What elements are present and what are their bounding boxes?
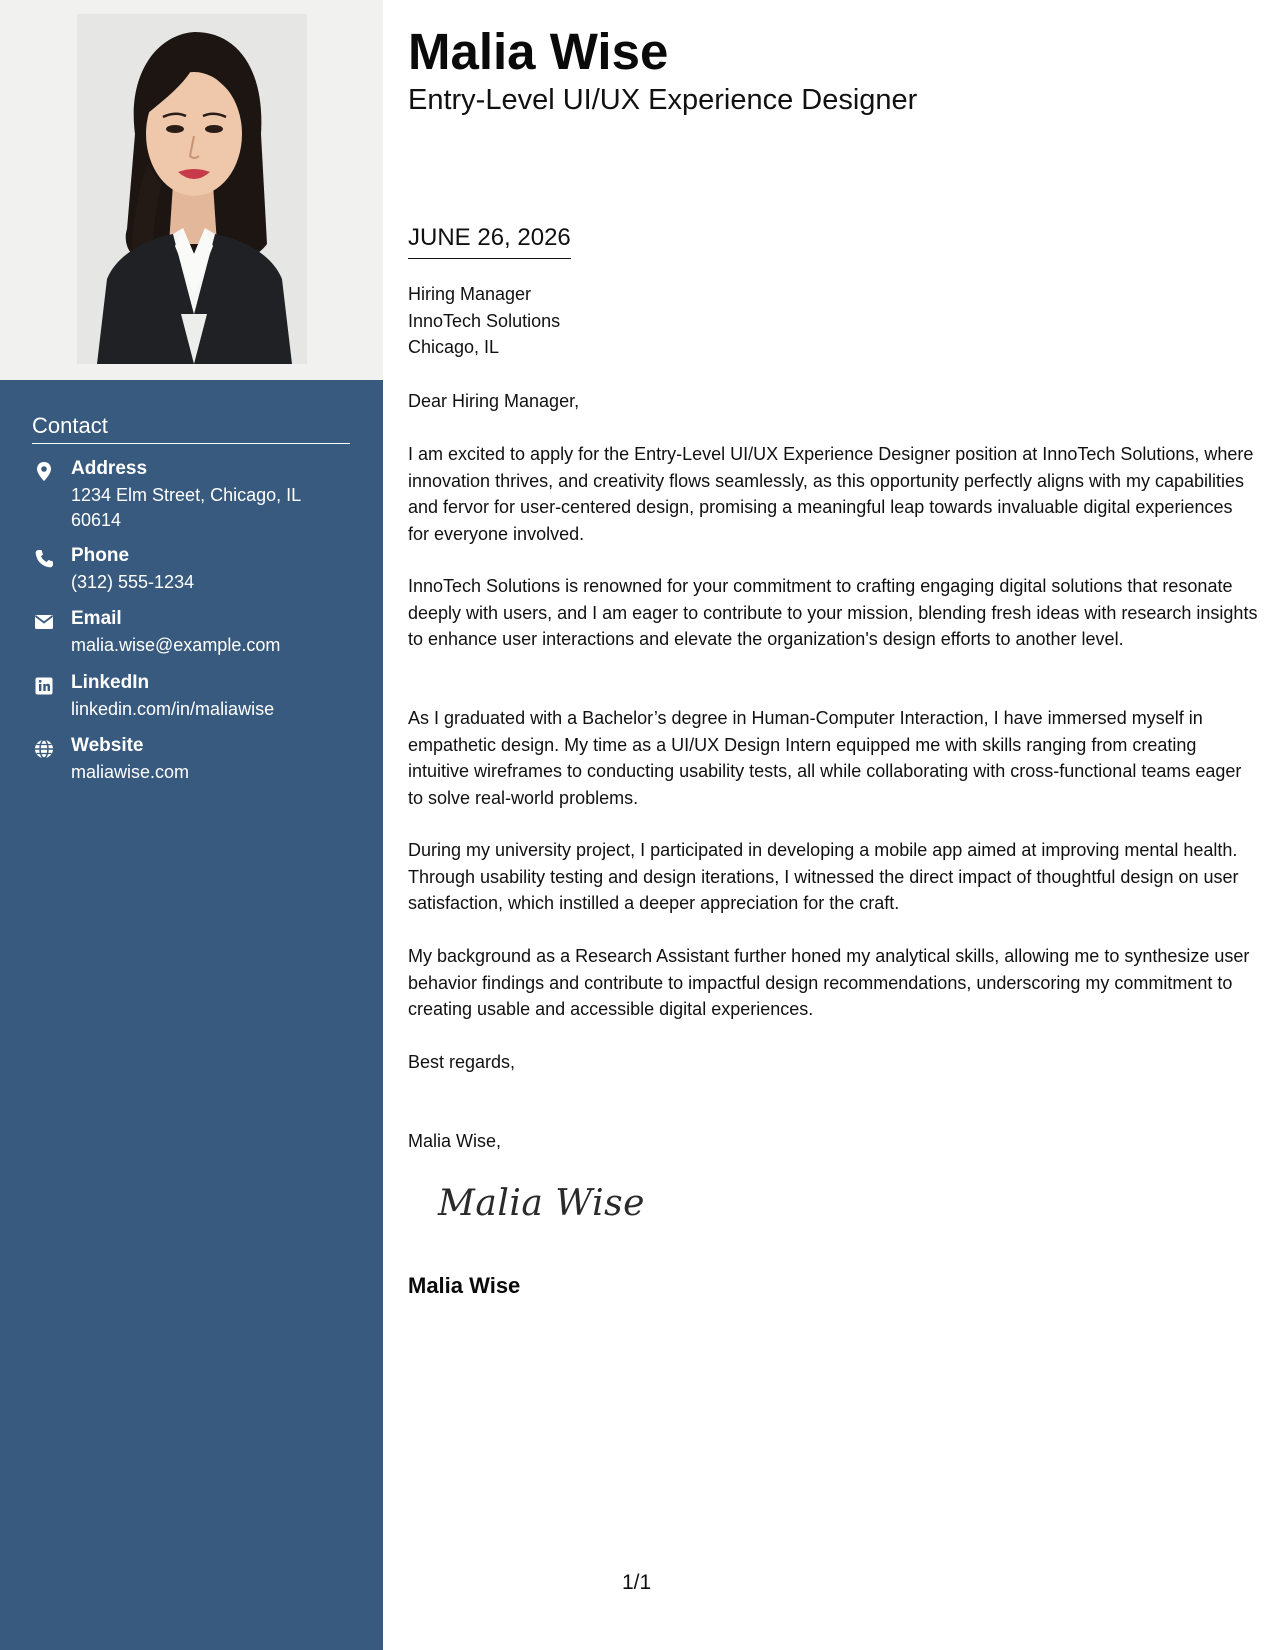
paragraph: InnoTech Solutions is renowned for your commitment to crafting engaging digital solutions that resonate deeply with users, and I am eager to contribute to your mission, blending fresh ideas with research insights to enhance user interactions and elevate the organization's design efforts to another level. [408, 576, 1258, 649]
paragraph: During my university project, I participated in developing a mobile app aimed at improving mental health. Through usability testing and design iterations, I witnessed the direct impact of thoughtful design on user satisfaction, which instilled a deeper appreciation for the craft. [408, 840, 1239, 913]
phone-icon [32, 547, 56, 571]
profile-photo [77, 14, 307, 364]
contact-label: Email [71, 608, 122, 629]
photo-area [0, 0, 383, 380]
portrait-photo-icon [77, 14, 307, 364]
recipient-line: Chicago, IL [408, 337, 500, 357]
location-pin-icon [32, 460, 56, 484]
contact-value: (312) 555-1234 [71, 572, 195, 592]
envelope-icon [32, 610, 56, 634]
letter-date: JUNE 26, 2026 [408, 224, 571, 259]
contact-label: Website [71, 735, 144, 756]
signature-image: Malia Wise [438, 1183, 645, 1224]
globe-icon [32, 737, 56, 761]
contact-value: 1234 Elm Street, Chicago, IL 60614 [71, 485, 301, 530]
contact-value: malia.wise@example.com [71, 635, 281, 655]
applicant-name: Malia Wise [408, 23, 669, 80]
recipient-line: InnoTech Solutions [408, 310, 561, 331]
recipient-block [408, 281, 560, 361]
job-title: Entry-Level UI/UX Experience Designer [408, 84, 918, 116]
salutation: Dear Hiring Manager, [408, 391, 580, 411]
sidebar [0, 0, 383, 1650]
page-number: 1/1 [622, 1571, 652, 1594]
recipient-line: Hiring Manager [408, 284, 532, 304]
paragraph: I am excited to apply for the Entry-Level UI/UX Experience Designer position at InnoTech Solutions, where innovation thrives, and creativity flows seamlessly, as this opportunity perfectly aligns with my capabilities and fervor for user-centered design, promising a meaningful leap towards invaluable digital experiences for everyone involved. [408, 444, 1254, 544]
paragraph: My background as a Research Assistant further honed my analytical skills, allowing me to synthesize user behavior findings and contribute to impactful design recommendations, underscoring my commitment to creating usable and accessible digital experiences. [408, 946, 1250, 1019]
closing: Best regards, [408, 1052, 516, 1072]
closing-name: Malia Wise, [408, 1131, 502, 1151]
contact-label: LinkedIn [71, 672, 150, 693]
paragraph: As I graduated with a Bachelor’s degree in Human-Computer Interaction, I have immersed myself in empathetic design. My time as a UI/UX Design Intern equipped me with skills ranging from creating intuitive wireframes to conducting usability tests, all while collaborating with cross-functional teams eager to solve real-world problems. [408, 708, 1242, 808]
signature-name: Malia Wise [408, 1273, 521, 1298]
contact-value: maliawise.com [71, 762, 190, 782]
contact-heading: Contact [32, 413, 350, 444]
contact-label: Address [71, 458, 148, 479]
linkedin-icon [32, 674, 56, 698]
contact-value: linkedin.com/in/maliawise [71, 699, 275, 719]
contact-label: Phone [71, 545, 130, 566]
